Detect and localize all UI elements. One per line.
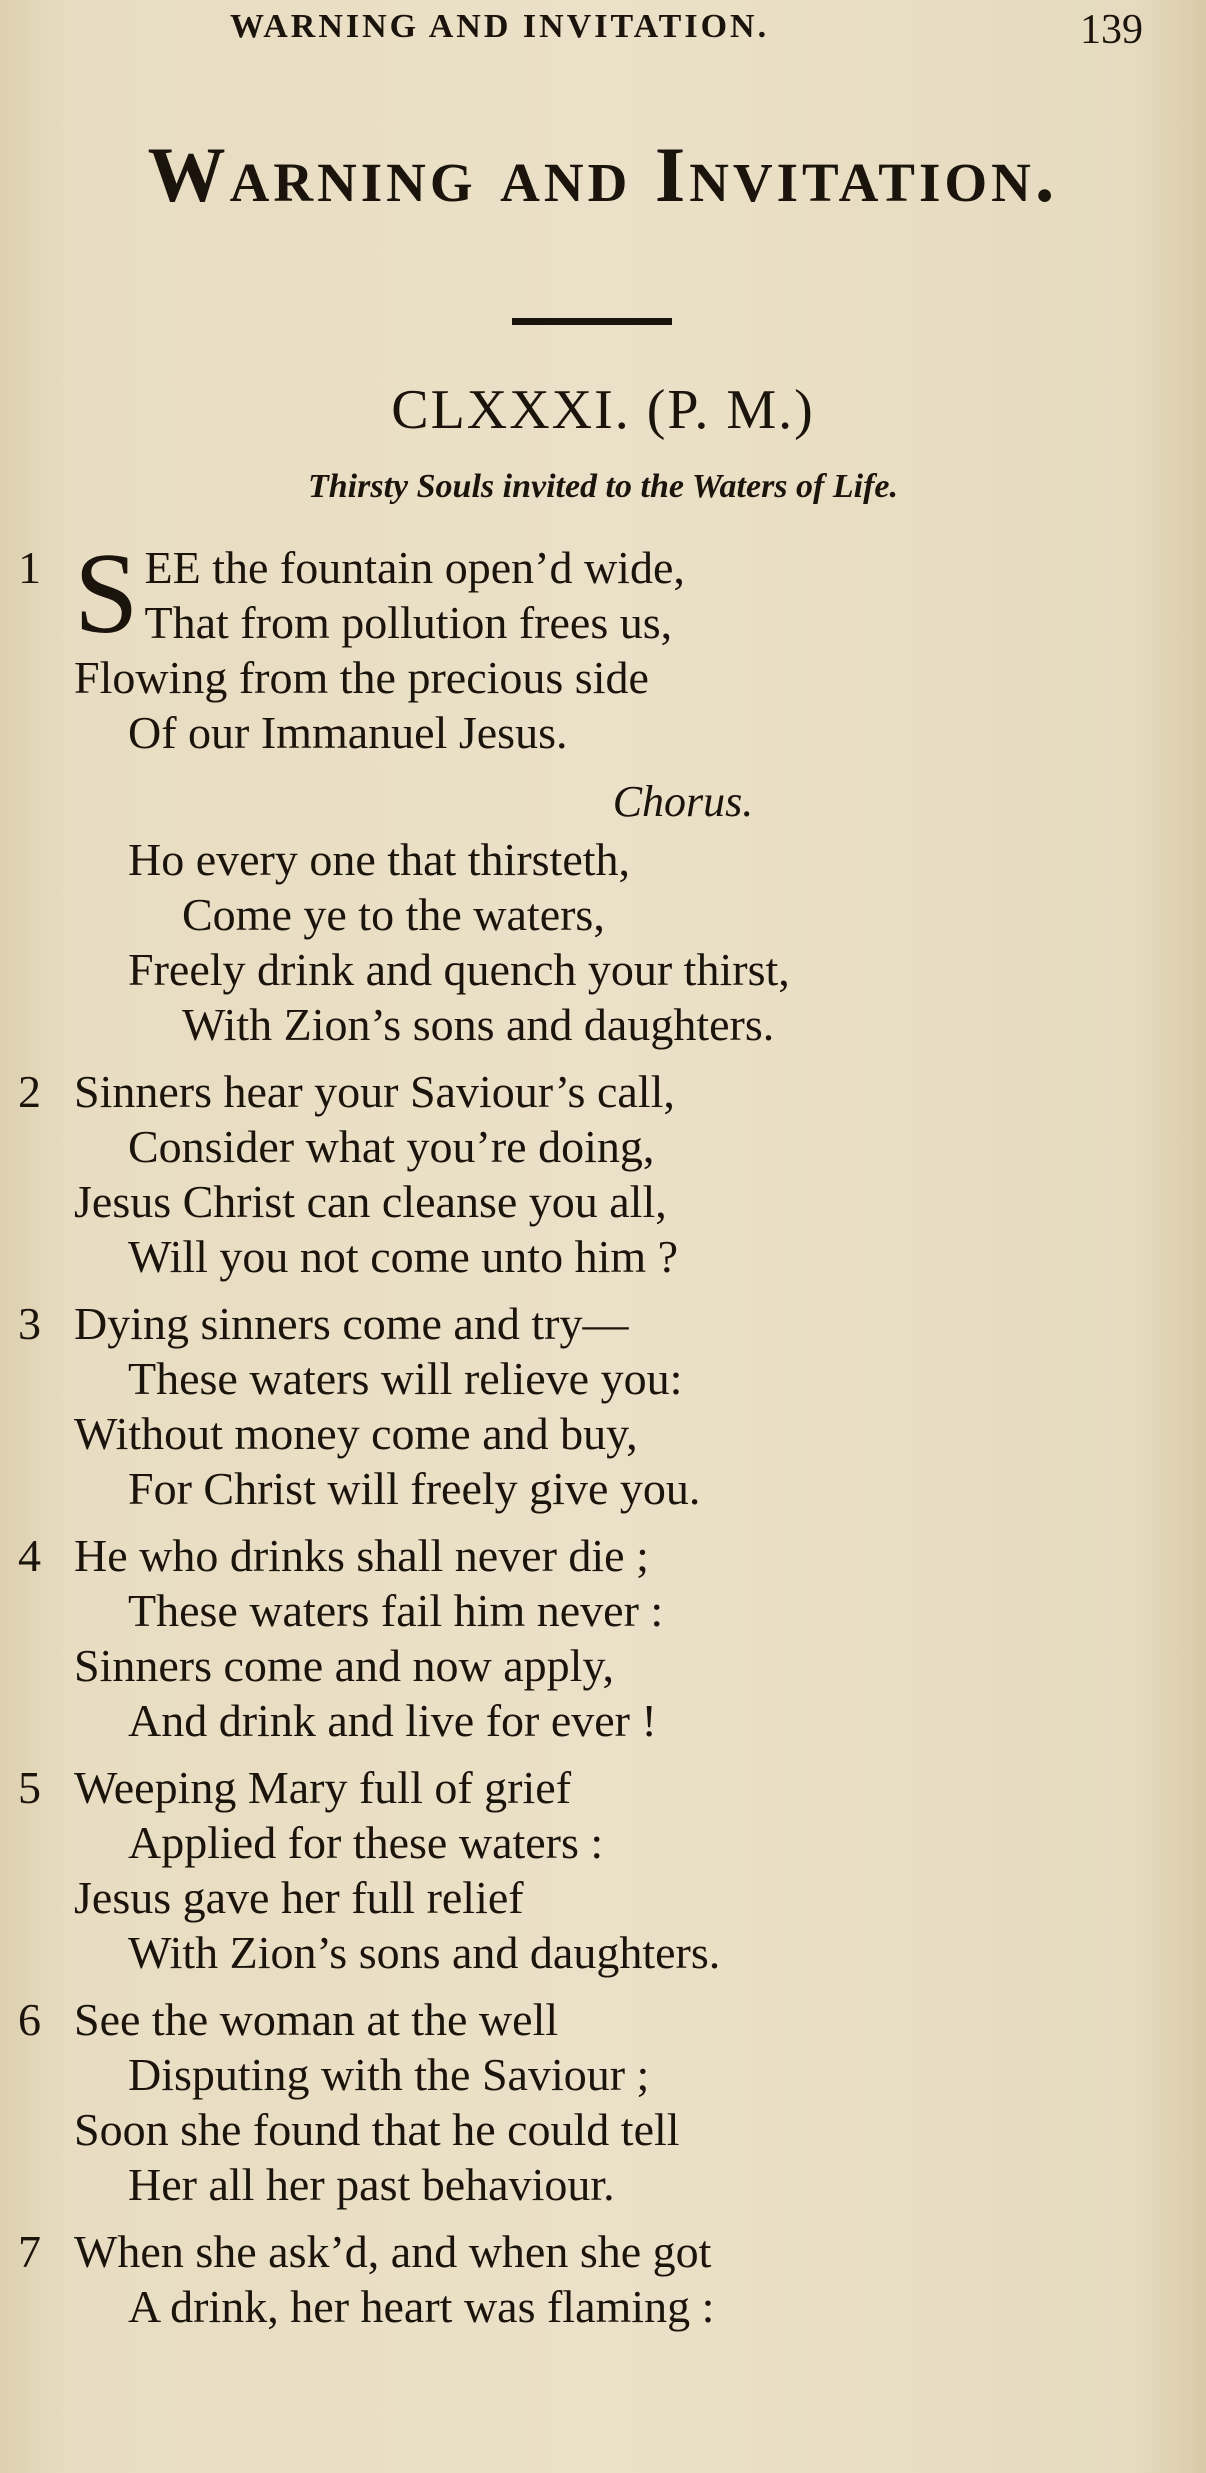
stanza-4 <box>0 1528 1206 1748</box>
verse-line: Sinners hear your Saviour’s call, <box>74 1066 675 1117</box>
verse-line: For Christ will freely give you. <box>128 1463 701 1514</box>
verse-line: Sinners come and now apply, <box>74 1640 614 1691</box>
hymn-subtitle: Thirsty Souls invited to the Waters of Life. <box>308 468 898 505</box>
stanza-number: 2 <box>18 1066 41 1117</box>
verse-line: Disputing with the Saviour ; <box>128 2049 650 2100</box>
stanza-number: 6 <box>18 1994 41 2045</box>
verse-line: EE the fountain open’d wide, <box>144 542 685 593</box>
stanza-number: 5 <box>18 1762 41 1813</box>
stanza-7 <box>0 2224 1206 2334</box>
chorus-label: Chorus. <box>612 777 754 826</box>
stanza-number: 1 <box>18 542 41 593</box>
verse-line: With Zion’s sons and daughters. <box>182 999 775 1050</box>
verse-line: Will you not come unto him ? <box>128 1231 679 1282</box>
verse-line: Freely drink and quench your thirst, <box>128 944 790 995</box>
verse-line: Of our Immanuel Jesus. <box>128 707 568 758</box>
hymn-text <box>0 530 1206 2346</box>
verse-line: With Zion’s sons and daughters. <box>128 1927 721 1978</box>
verse-line: Consider what you’re doing, <box>128 1121 655 1172</box>
verse-line: Flowing from the precious side <box>74 652 649 703</box>
stanza-2 <box>0 1064 1206 1284</box>
running-head: WARNING AND INVITATION. <box>230 8 770 45</box>
verse-line: See the woman at the well <box>74 1994 559 2045</box>
verse-line: Weeping Mary full of grief <box>74 1762 572 1813</box>
hymn-number: CLXXXI. (P. M.) <box>391 379 815 441</box>
verse-line: These waters will relieve you: <box>128 1353 683 1404</box>
verse-line: Dying sinners come and try— <box>74 1298 629 1349</box>
drop-cap: S <box>74 530 139 658</box>
stanza-6 <box>0 1992 1206 2212</box>
verse-line: When she ask’d, and when she got <box>74 2226 712 2277</box>
verse-line: Soon she found that he could tell <box>74 2104 680 2155</box>
verse-line: Applied for these waters : <box>128 1817 604 1868</box>
title-rule <box>512 318 672 325</box>
stanza-number: 7 <box>18 2226 41 2277</box>
section-title: Warning and Invitation. <box>147 131 1059 218</box>
verse-line: He who drinks shall never die ; <box>74 1530 649 1581</box>
verse-line: Her all her past behaviour. <box>128 2159 615 2210</box>
stanza-5 <box>0 1760 1206 1980</box>
stanza-number: 3 <box>18 1298 41 1349</box>
verse-line: Jesus gave her full relief <box>74 1872 524 1923</box>
verse-line: Jesus Christ can cleanse you all, <box>74 1176 667 1227</box>
verse-line: Come ye to the waters, <box>182 889 605 940</box>
verse-line: Ho every one that thirsteth, <box>128 834 631 885</box>
verse-line: And drink and live for ever ! <box>128 1695 657 1746</box>
verse-line: These waters fail him never : <box>128 1585 664 1636</box>
verse-line: A drink, her heart was flaming : <box>128 2281 715 2332</box>
verse-line: That from pollution frees us, <box>144 597 673 648</box>
page-number: 139 <box>1080 7 1143 53</box>
stanza-number: 4 <box>18 1530 41 1581</box>
stanza-3 <box>0 1296 1206 1516</box>
chorus <box>0 772 1206 1052</box>
verse-line: Without money come and buy, <box>74 1408 638 1459</box>
stanza-1 <box>0 530 1206 760</box>
